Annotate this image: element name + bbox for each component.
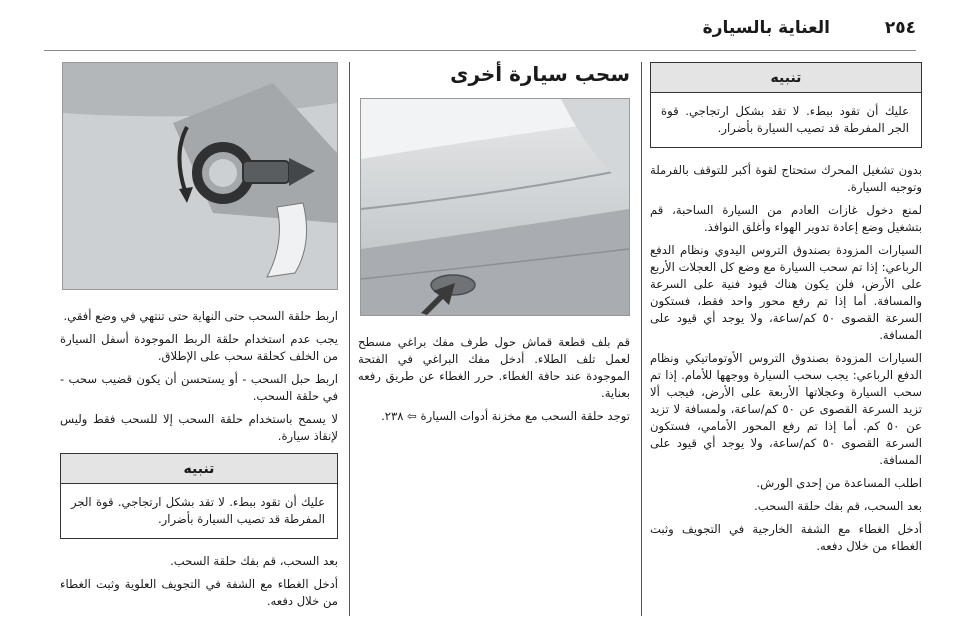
paragraph: اطلب المساعدة من إحدى الورش. <box>756 476 922 490</box>
note-title: تنبيه <box>61 454 337 484</box>
note-text: عليك أن تقود ببطء. لا تقد بشكل ارتجاجي. قوة الجر المفرطة قد تصيب السيارة بأضرار. <box>661 104 909 135</box>
paragraph: اربط حبل السحب - أو يستحسن أن يكون قضيب سحب - في حلقة السحب. <box>60 372 338 403</box>
paragraph: بعد السحب، قم بفك حلقة السحب. <box>170 554 338 568</box>
paragraph: السيارات المزودة بصندوق التروس الأوتوماتيكي ونظام الدفع الرباعي: يجب سحب السيارة ووجهها للأمام. إذا تم سحب السيارة وعجلاتها الأربعة على الأرض، فيجب ألا تزيد السرعة القصوى عن ٥٠ كم/ساعة، ولمسافة لا تزيد عن ٥٠ كم. أما إذا تم رفع المحور الأمامي، فستكون السرعة القصوى ٥٠ كم/ساعة، ولا يوجد أي قيود على المسافة. <box>650 351 923 467</box>
page-header <box>44 18 916 40</box>
paragraph: لا يسمح باستخدام حلقة السحب إلا للسحب فقط وليس لإنقاذ سيارة. <box>60 412 338 443</box>
paragraph: يجب عدم استخدام حلقة الربط الموجودة أسفل السيارة من الخلف كحلقة سحب على الإطلاق. <box>60 332 338 363</box>
caution-note <box>650 62 922 148</box>
column-middle <box>358 62 630 431</box>
paragraph: أدخل الغطاء مع الشفة في التجويف العلوية وثبت الغطاء من خلال دفعه. <box>60 577 338 608</box>
note-title: تنبيه <box>651 63 921 93</box>
column-left <box>60 62 338 616</box>
caution-note <box>60 453 338 539</box>
column-right <box>650 62 922 561</box>
paragraph: بدون تشغيل المحرك ستحتاج لقوة أكبر للتوقف بالفرملة وتوجيه السيارة. <box>650 163 922 194</box>
paragraph: توجد حلقة السحب مع مخزنة أدوات السيارة ⇦ ٢٣٨. <box>381 409 630 423</box>
bumper-cover-figure <box>360 98 630 316</box>
note-text: عليك أن تقود ببطء. لا تقد بشكل ارتجاجي. قوة الجر المفرطة قد تصيب السيارة بأضرار. <box>71 495 325 526</box>
paragraph: اربط حلقة السحب حتى النهاية حتى تنتهي في وضع أفقي. <box>63 309 338 323</box>
section-heading: سحب سيارة أخرى <box>450 62 630 86</box>
page-number: ٢٥٤ <box>884 18 916 38</box>
chapter-title: العناية بالسيارة <box>702 18 830 38</box>
paragraph: لمنع دخول غازات العادم من السيارة الساحبة، قم بتشغيل وضع إعادة تدوير الهواء وأغلق النوافذ. <box>650 203 922 234</box>
column-divider <box>349 62 350 616</box>
towing-eye-illustration <box>63 63 337 289</box>
paragraph: أدخل الغطاء مع الشفة الخارجية في التجويف وثبت الغطاء من خلال دفعه. <box>650 522 922 553</box>
towing-eye-figure <box>62 62 338 290</box>
paragraph: السيارات المزودة بصندوق التروس اليدوي ونظام الدفع الرباعي: إذا تم سحب السيارة مع وضع كل العجلات الأربع على الأرض، فلن يكون هناك قيود فنية على السرعة والمسافة. أما إذا تم رفع محور واحد فقط، فستكون السرعة القصوى ٥٠ كم/ساعة، ولا يوجد أي قيود على المسافة. <box>650 243 923 342</box>
bumper-illustration <box>361 99 629 315</box>
header-rule <box>44 50 916 51</box>
paragraph: بعد السحب، قم بفك حلقة السحب. <box>754 499 922 513</box>
paragraph: قم بلف قطعة قماش حول طرف مفك براغي مسطح لعمل تلف الطلاء. أدخل مفك البراغي في الفتحة الموجودة عند حافة الغطاء. حرر الغطاء عن طريق رفعه بعناية. <box>358 335 630 400</box>
column-divider <box>641 62 642 616</box>
